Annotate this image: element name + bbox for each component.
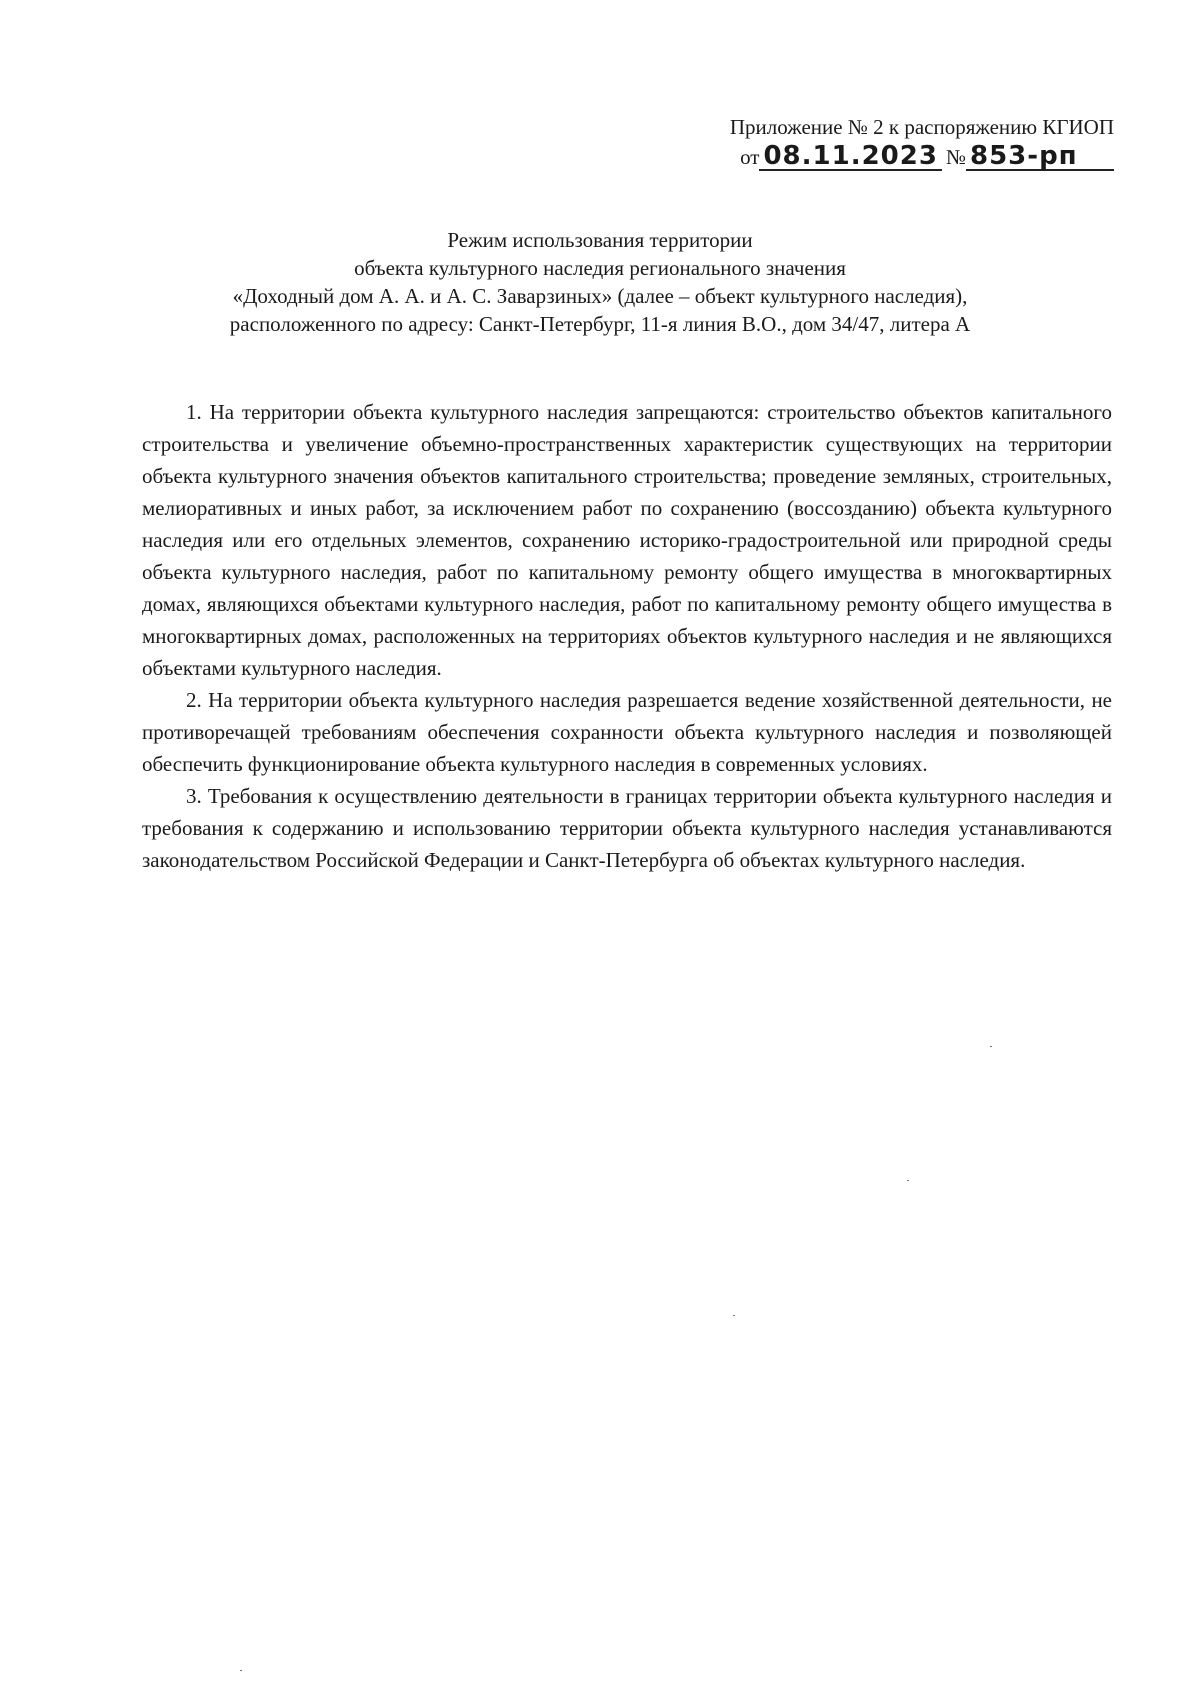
title-line-4: расположенного по адресу: Санкт-Петербург, 11-я линия В.О., дом 34/47, литера А	[229, 312, 971, 336]
scan-speck	[990, 1046, 992, 1047]
paragraph-1: 1. На территории объекта культурного наследия запрещаются: строительство объектов капитального строительства и увеличение объемно-пространственных характеристик существующих на территории объекта культурного значения объектов капитального строительства; проведение земляных, строительных, мелиоративных и иных работ, за исключением работ по сохранению (воссозданию) объекта культурного наследия или его отдельных элементов, сохранению историко-градостроительной или природной среды объекта культурного наследия, работ по капитальному ремонту общего имущества в многоквартирных домах, являющихся объектами культурного наследия, работ по капитальному ремонту общего имущества в многоквартирных домах, расположенных на территориях объектов культурного наследия и не являющихся объектами культурного наследия.	[142, 400, 1112, 680]
order-date-number	[730, 142, 1114, 172]
appendix-reference	[730, 112, 1114, 172]
handwritten-date: 08.11.2023	[759, 143, 941, 171]
appendix-line: Приложение № 2 к распоряжению КГИОП	[729, 115, 1114, 139]
scan-speck	[733, 1315, 735, 1316]
paragraph-2: 2. На территории объекта культурного наследия разрешается ведение хозяйственной деятельности, не противоречащей требованиям обеспечения сохранности объекта культурного наследия и позволяющей обеспечить функционирование объекта культурного наследия в современных условиях.	[142, 688, 1112, 776]
paragraph-3: 3. Требования к осуществлению деятельности в границах территории объекта культурного наследия и требования к содержанию и использованию территории объекта культурного наследия устанавливаются законодательством Российской Федерации и Санкт-Петербурга об объектах культурного наследия.	[142, 784, 1112, 872]
handwritten-order-number: 853-рп	[966, 143, 1114, 171]
date-prefix: от	[740, 145, 760, 169]
title-line-1: Режим использования территории	[447, 228, 753, 252]
number-prefix: №	[945, 145, 966, 169]
title-line-2: объекта культурного наследия регионального значения	[354, 256, 846, 280]
document-title	[0, 226, 1200, 338]
title-line-3: «Доходный дом А. А. и А. С. Заварзиных» (далее – объект культурного наследия),	[232, 284, 968, 308]
scan-speck	[907, 1180, 909, 1181]
document-body	[142, 396, 1112, 876]
scan-speck	[240, 1670, 242, 1671]
